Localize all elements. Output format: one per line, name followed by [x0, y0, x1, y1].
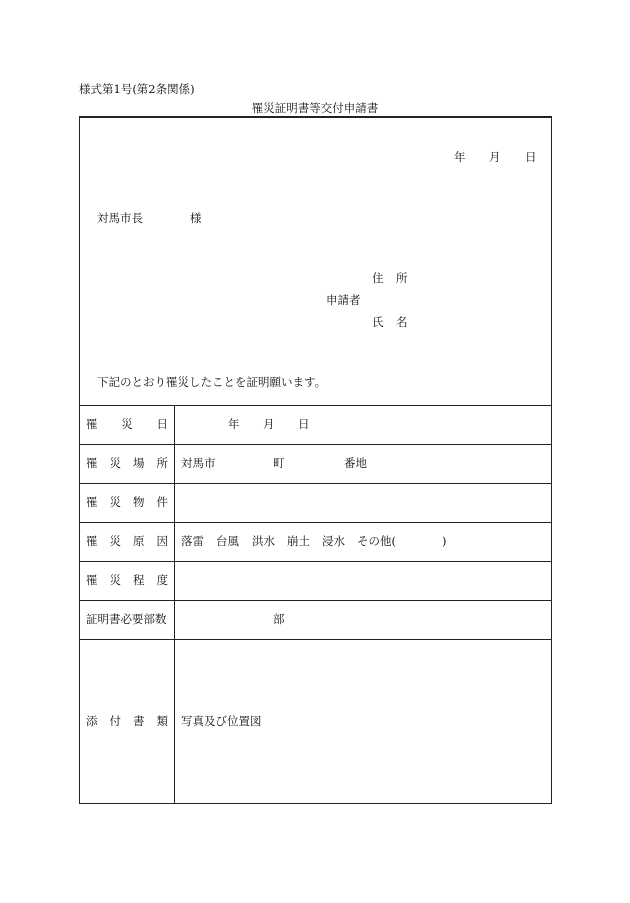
document-title: 罹災証明書等交付申請書: [251, 101, 379, 115]
cause-option-typhoon: 台風: [216, 534, 239, 548]
copies-unit: 部: [273, 612, 285, 626]
disaster-date-day: 日: [298, 417, 310, 431]
request-text: 下記のとおり罹災したことを証明願います。: [97, 375, 327, 389]
cause-option-flood: 洪水: [252, 534, 275, 548]
cause-option-other-close: ): [442, 534, 447, 548]
date-year: 年: [454, 150, 466, 164]
top-border: [79, 116, 552, 118]
cause-option-lightning: 落雷: [181, 534, 204, 548]
cause-option-inundation: 浸水: [322, 534, 345, 548]
honorific: 様: [190, 211, 202, 225]
name-label-2: 名: [396, 315, 408, 329]
disaster-date-label: 罹 災 日: [86, 417, 168, 431]
column-divider: [174, 405, 175, 803]
disaster-place-city: 対馬市: [181, 456, 216, 470]
cause-option-other: その他(: [357, 534, 396, 548]
address-label-2: 所: [396, 271, 408, 285]
addressee: 対馬市長: [97, 211, 143, 225]
copies-needed-label: 証明書必要部数: [86, 612, 167, 626]
name-label-1: 氏: [372, 315, 384, 329]
attachments-value: 写真及び位置図: [181, 714, 262, 728]
form-number-label: 様式第1号(第2条関係): [79, 82, 195, 96]
disaster-date-year: 年: [228, 417, 240, 431]
cause-option-landslide: 崩土: [287, 534, 310, 548]
disaster-place-lot: 番地: [344, 456, 367, 470]
disaster-degree-label: 罹 災 程 度: [86, 573, 168, 587]
date-day: 日: [525, 150, 537, 164]
disaster-property-label: 罹 災 物 件: [86, 495, 168, 509]
disaster-place-label: 罹 災 場 所: [86, 456, 168, 470]
address-label-1: 住: [372, 271, 384, 285]
disaster-place-town: 町: [273, 456, 285, 470]
application-form: [79, 116, 552, 804]
disaster-date-month: 月: [263, 417, 275, 431]
disaster-cause-label: 罹 災 原 因: [86, 534, 168, 548]
date-month: 月: [489, 150, 501, 164]
attachments-label: 添 付 書 類: [86, 714, 168, 728]
applicant-label: 申請者: [326, 293, 361, 307]
